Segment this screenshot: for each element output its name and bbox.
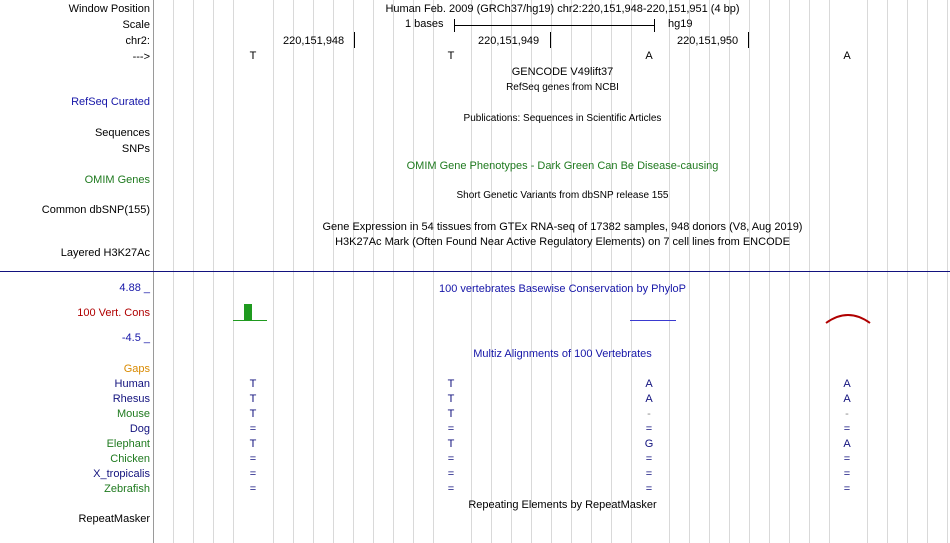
align-mouse-base-0: T: [249, 408, 257, 420]
scale-bar-tick-right: [654, 19, 655, 32]
align-x-tropicalis-base-0: =: [249, 468, 257, 480]
species-label-human[interactable]: Human: [114, 378, 150, 390]
gencode-track-title: GENCODE V49lift37: [511, 66, 614, 78]
align-elephant-base-0: T: [249, 438, 257, 450]
align-elephant-base-1: T: [447, 438, 455, 450]
align-human-base-0: T: [249, 378, 257, 390]
ruler-position-0: 220,151,948: [283, 35, 345, 47]
align-elephant-base-3: A: [843, 438, 851, 450]
align-dog-base-0: =: [249, 423, 257, 435]
publications-track-title: Publications: Sequences in Scientific Articles: [463, 113, 662, 124]
label-strand: --->: [132, 51, 150, 63]
label-sequences[interactable]: Sequences: [94, 127, 150, 139]
omim-track-title: OMIM Gene Phenotypes - Dark Green Can Be Disease-causing: [406, 160, 719, 172]
align-chicken-base-0: =: [249, 453, 257, 465]
label-cons-max: 4.88 _: [119, 282, 150, 294]
align-x-tropicalis-base-3: =: [843, 468, 851, 480]
species-label-zebrafish[interactable]: Zebrafish: [104, 483, 150, 495]
multiz-track-title: Multiz Alignments of 100 Vertebrates: [473, 348, 652, 360]
align-rhesus-base-3: A: [843, 393, 851, 405]
conservation-bar-positive: [244, 304, 252, 321]
label-chrom: chr2:: [125, 35, 150, 47]
align-mouse-base-2: -: [647, 408, 651, 420]
species-label-dog[interactable]: Dog: [129, 423, 150, 435]
label-cons-min: -4.5 _: [121, 332, 150, 344]
species-label-rhesus[interactable]: Rhesus: [112, 393, 150, 405]
ruler-position-2: 220,151,950: [677, 35, 739, 47]
align-dog-base-2: =: [645, 423, 653, 435]
align-zebrafish-base-2: =: [645, 483, 653, 495]
label-refseq-curated[interactable]: RefSeq Curated: [71, 96, 150, 108]
gtex-track-title: Gene Expression in 54 tissues from GTEx RNA-seq of 17382 samples, 948 donors (V8, Aug 2019): [322, 221, 803, 233]
refseq-track-subtitle: RefSeq genes from NCBI: [506, 82, 619, 93]
align-rhesus-base-1: T: [447, 393, 455, 405]
align-zebrafish-base-1: =: [447, 483, 455, 495]
label-window-position: Window Position: [68, 3, 150, 15]
align-rhesus-base-0: T: [249, 393, 257, 405]
ruler-tick-1: [550, 32, 551, 48]
align-zebrafish-base-3: =: [843, 483, 851, 495]
ruler-tick-0: [354, 32, 355, 48]
conservation-baseline-middle: [630, 320, 676, 321]
label-omim-genes[interactable]: OMIM Genes: [84, 174, 150, 186]
assembly-short-name: hg19: [668, 18, 693, 30]
align-dog-base-3: =: [843, 423, 851, 435]
conservation-baseline-left: [233, 320, 267, 321]
label-common-dbsnp[interactable]: Common dbSNP(155): [41, 204, 150, 216]
h3k27ac-track-title: H3K27Ac Mark (Often Found Near Active Regulatory Elements) on 7 cell lines from ENCODE: [335, 236, 790, 248]
label-scale: Scale: [122, 19, 150, 31]
align-rhesus-base-2: A: [645, 393, 653, 405]
species-label-chicken[interactable]: Chicken: [110, 453, 150, 465]
track-separator: [0, 271, 950, 272]
phylop-track-title: 100 vertebrates Basewise Conservation by PhyloP: [438, 283, 687, 295]
species-label-mouse[interactable]: Mouse: [116, 408, 150, 420]
ruler-tick-2: [748, 32, 749, 48]
ruler-position-1: 220,151,949: [478, 35, 540, 47]
align-chicken-base-2: =: [645, 453, 653, 465]
scale-bar-tick-left: [454, 19, 455, 32]
strand-base-3: A: [843, 50, 851, 62]
repeatmasker-track-title: Repeating Elements by RepeatMasker: [468, 499, 657, 511]
label-cons-title[interactable]: 100 Vert. Cons: [77, 307, 150, 319]
strand-base-2: A: [645, 50, 653, 62]
align-human-base-1: T: [447, 378, 455, 390]
scale-bar-label: 1 bases: [405, 18, 444, 30]
align-dog-base-1: =: [447, 423, 455, 435]
dbsnp-track-title: Short Genetic Variants from dbSNP release 155: [456, 190, 669, 201]
align-x-tropicalis-base-1: =: [447, 468, 455, 480]
align-mouse-base-3: -: [845, 408, 849, 420]
scale-bar-line: [454, 25, 654, 26]
align-human-base-2: A: [645, 378, 653, 390]
align-zebrafish-base-0: =: [249, 483, 257, 495]
label-snps[interactable]: SNPs: [121, 143, 150, 155]
label-repeatmasker[interactable]: RepeatMasker: [78, 513, 150, 525]
conservation-arc-negative: [825, 306, 871, 324]
strand-base-0: T: [249, 50, 257, 62]
assembly-position-title: Human Feb. 2009 (GRCh37/hg19) chr2:220,151,948-220,151,951 (4 bp): [385, 3, 740, 15]
align-mouse-base-1: T: [447, 408, 455, 420]
align-chicken-base-3: =: [843, 453, 851, 465]
label-layered-h3k27ac[interactable]: Layered H3K27Ac: [60, 247, 150, 259]
species-label-x-tropicalis[interactable]: X_tropicalis: [93, 468, 150, 480]
align-chicken-base-1: =: [447, 453, 455, 465]
label-gaps[interactable]: Gaps: [123, 363, 150, 375]
align-human-base-3: A: [843, 378, 851, 390]
species-label-elephant[interactable]: Elephant: [106, 438, 150, 450]
align-elephant-base-2: G: [644, 438, 654, 450]
strand-base-1: T: [447, 50, 455, 62]
align-x-tropicalis-base-2: =: [645, 468, 653, 480]
